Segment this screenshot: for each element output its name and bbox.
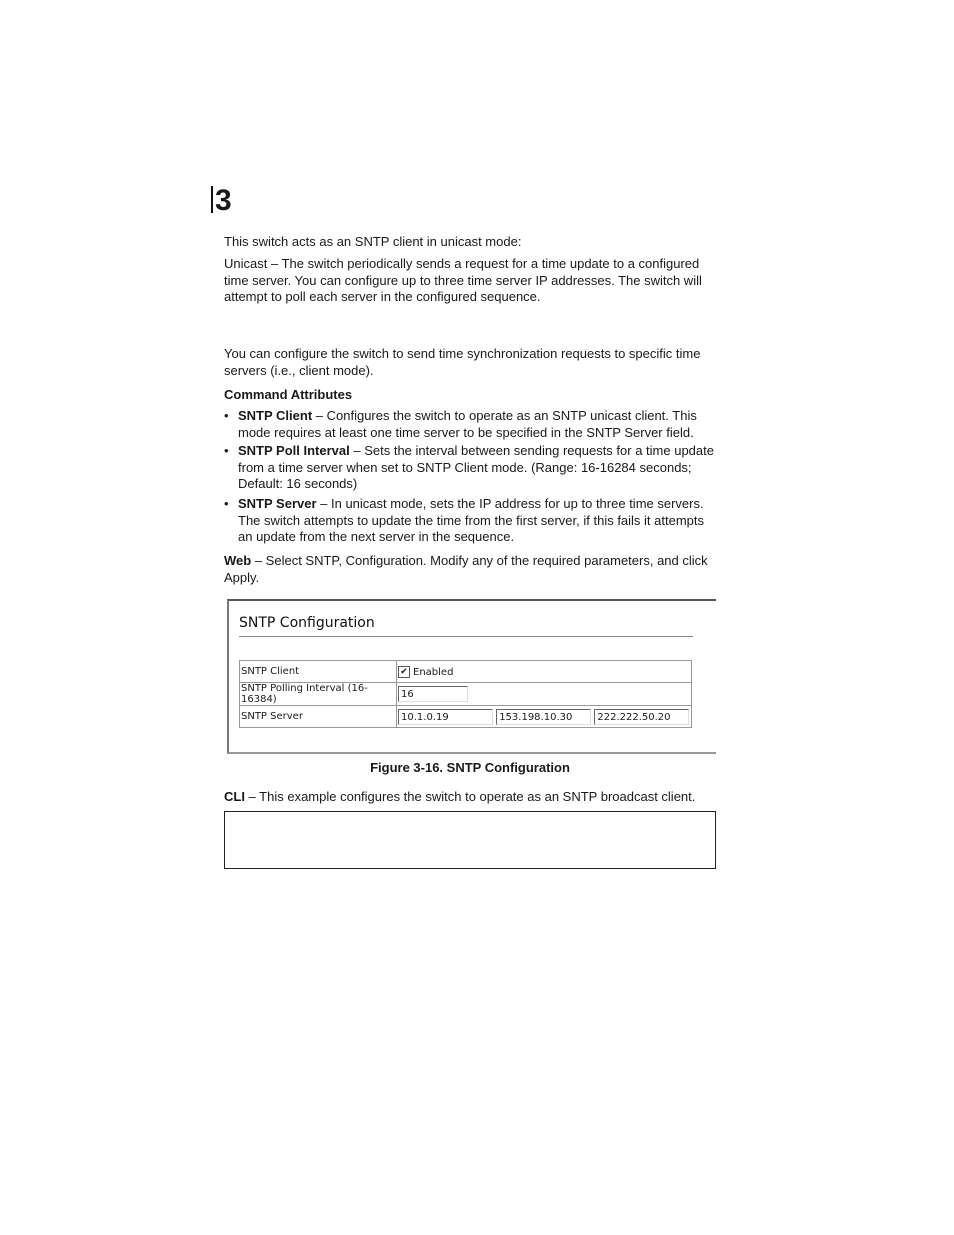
intro-paragraph: This switch acts as an SNTP client in unicast mode: (224, 234, 522, 249)
sntp-configuration-screenshot (227, 599, 716, 754)
server-3-input[interactable]: 222.222.50.20 (594, 709, 689, 725)
bullet-text: – In unicast mode, sets the IP address for up to three time servers. The switch attempts to update the time from the first server, if this fails it attempts an update from the next server in the sequence. (238, 496, 705, 544)
sntp-config-table (239, 660, 692, 728)
server-label: SNTP Server (240, 706, 397, 728)
server-1-input[interactable]: 10.1.0.19 (398, 709, 493, 725)
table-row (240, 661, 692, 683)
bullet-sntp-server (224, 496, 716, 546)
figure-caption: Figure 3-16. SNTP Configuration (370, 760, 570, 775)
cli-paragraph (224, 789, 716, 806)
server-2-input[interactable]: 153.198.10.30 (496, 709, 591, 725)
server-cell (397, 706, 692, 728)
bullet-sntp-client (224, 408, 716, 441)
client-label: SNTP Client (240, 661, 397, 683)
bullet-dot: • (224, 496, 229, 511)
interval-cell (397, 683, 692, 706)
bullet-text: – Sets the interval between sending requests for a time update from a time server when set to SNTP Client mode. (Range: 16-16284 seconds; Default: 16 seconds) (238, 443, 714, 491)
bullet-text: – Configures the switch to operate as an SNTP unicast client. This mode requires at least one time server to be specified in the SNTP Server field. (238, 408, 697, 440)
client-cell (397, 661, 692, 683)
bullet-term: SNTP Server (238, 496, 317, 511)
interval-input[interactable]: 16 (398, 686, 468, 702)
table-row (240, 683, 692, 706)
chapter-number: 3 (211, 186, 231, 213)
enabled-label: Enabled (413, 666, 454, 678)
web-term: Web (224, 553, 252, 568)
web-paragraph (224, 553, 716, 586)
cli-term: CLI (224, 789, 245, 804)
screenshot-title: SNTP Configuration (239, 615, 375, 631)
bullet-term: SNTP Poll Interval (238, 443, 350, 458)
interval-label: SNTP Polling Interval (16-16384) (240, 683, 397, 706)
cli-example-box (224, 811, 716, 869)
bullet-dot: • (224, 408, 229, 423)
cli-text: – This example configures the switch to operate as an SNTP broadcast client. (244, 789, 696, 804)
enabled-checkbox[interactable]: ✔ (398, 666, 410, 678)
bullet-poll-interval (224, 443, 716, 493)
bullet-term: SNTP Client (238, 408, 313, 423)
attributes-heading: Command Attributes (224, 387, 353, 402)
bullet-dot: • (224, 443, 229, 458)
unicast-paragraph: Unicast – The switch periodically sends a request for a time update to a configured time server. You can configure up to three time server IP addresses. The switch will attempt to poll each server in the configured sequence. (224, 256, 702, 304)
title-divider (239, 636, 693, 637)
web-text: – Select SNTP, Configuration. Modify any of the required parameters, and click Apply. (224, 553, 708, 585)
table-row (240, 706, 692, 728)
client-mode-paragraph: You can configure the switch to send time synchronization requests to specific time servers (i.e., client mode). (224, 346, 701, 378)
